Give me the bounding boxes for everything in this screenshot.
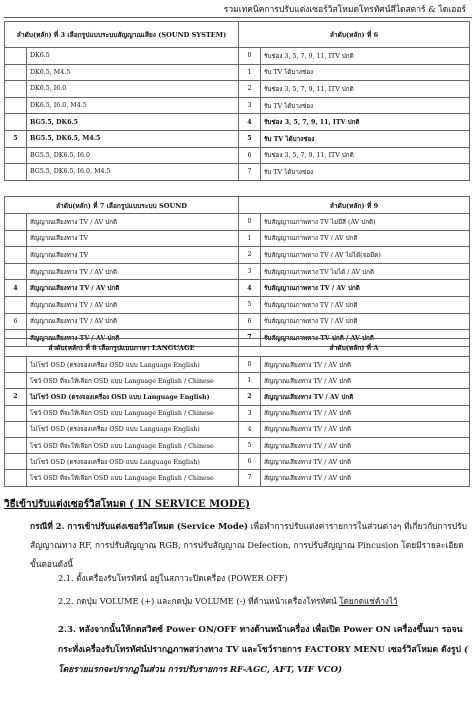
table-row — [5, 421, 470, 437]
row-key-left — [5, 214, 27, 231]
row-key-left — [5, 64, 27, 81]
row-key-left — [5, 247, 27, 264]
row-value-left: DK6.5, I6.0, M4.5 — [27, 97, 239, 114]
row-key-right: 6 — [239, 313, 261, 330]
row-value-left: โชว์ OSD ที่จะให้เลือก OSD แบบ Language English / Chinese — [27, 405, 239, 421]
row-key-right: 5 — [239, 296, 261, 313]
row-key-left: 5 — [5, 130, 27, 147]
row-value-left: BG5.5, DK6.5, M4.5 — [27, 130, 239, 147]
row-key-left: 4 — [5, 280, 27, 297]
table-row — [5, 247, 470, 264]
table-row — [5, 64, 470, 81]
row-value-right: รับช่อง 3, 5, 7, 9, 11, ITV ปกติ — [261, 147, 470, 164]
row-key-left — [5, 405, 27, 421]
row-value-left: สัญญาณเสียงทาง TV / AV ปกติ — [27, 313, 239, 330]
row-value-right: สัญญาณเสียงทาง TV / AV ปกติ — [261, 454, 470, 470]
table-row — [5, 280, 470, 297]
table-row — [5, 296, 470, 313]
row-value-left: สัญญาณเสียงทาง TV — [27, 247, 239, 264]
row-key-right: 5 — [239, 437, 261, 453]
row-key-left — [5, 147, 27, 164]
sound-system-table — [4, 21, 470, 181]
sound-format-table — [4, 196, 470, 347]
row-value-right: สัญญาณเสียงทาง TV / AV ปกติ — [261, 357, 470, 373]
row-key-left: 2 — [5, 389, 27, 405]
row-key-right: 4 — [239, 114, 261, 131]
row-key-left — [5, 81, 27, 98]
row-key-right: 6 — [239, 147, 261, 164]
row-value-left: โชว์ OSD ที่จะให้เลือก OSD แบบ Language English / Chinese — [27, 437, 239, 453]
row-key-left — [5, 421, 27, 437]
table-row — [5, 214, 470, 231]
row-value-left: ไม่โชว์ OSD (ตรงจองเครื่อง OSD แบบ Language English) — [27, 389, 239, 405]
page-header: รวมเทคนิคการปรับแต่งเซอร์วิสโหมดโทรทัศน์สีไดสตาร์ & ไดเออร์ — [223, 5, 466, 15]
row-value-right: รับช่อง 3, 5, 7, 9, 11, ITV ปกติ — [261, 48, 470, 65]
row-value-left: สัญญาณเสียงทาง TV / AV ปกติ — [27, 330, 239, 347]
row-value-right: รับ TV ได้บางช่อง — [261, 130, 470, 147]
table-header-left: ลำดับ(หลัก) ที่ 3 เลือกรูปแบบระบบสัญญาณเสียง (SOUND SYSTEM) — [5, 22, 239, 48]
table-row — [5, 81, 470, 98]
table-header-right: ลำดับ(หลัก) ที่ 9 — [239, 197, 470, 214]
row-key-left — [5, 296, 27, 313]
row-value-right: สัญญาณเสียงทาง TV / AV ปกติ — [261, 470, 470, 486]
row-value-left: ไม่โชว์ OSD (ตรงจองเครื่อง OSD แบบ Language English) — [27, 454, 239, 470]
row-value-left: สัญญาณเสียงทาง TV / AV ปกติ — [27, 263, 239, 280]
row-value-left: DK6.5, M4.5 — [27, 64, 239, 81]
row-key-right: 3 — [239, 97, 261, 114]
row-key-right: 3 — [239, 405, 261, 421]
row-key-left — [5, 114, 27, 131]
table-row — [5, 357, 470, 373]
row-value-right: รับสัญญาณภาพทาง TV / AV ปกติ — [261, 230, 470, 247]
table-row — [5, 263, 470, 280]
intro-paragraph: กรณีที่ 2. การเข้าปรับแต่งเซอร์วิสโหมด (Service Mode) เพื่อทำการปรับแต่งค่ารายการในส่วนต่างๆ ที่เกี่ยวกับการปรับสัญญาณทาง RF, การปรับสัญญาณ RGB, การปรับสัญญาณ Defection, การปรับสัญญาณ Pincusion โดยมีรายละเอียดขั้นตอนดังนี้ — [30, 521, 467, 569]
row-key-right: 7 — [239, 470, 261, 486]
row-key-left — [5, 373, 27, 389]
row-key-right: 2 — [239, 247, 261, 264]
row-value-right: รับ TV ได้บางช่อง — [261, 97, 470, 114]
row-key-right: 1 — [239, 64, 261, 81]
row-value-right: รับสัญญาณภาพทาง TV / AV ปกติ — [261, 313, 470, 330]
row-value-left: ไม่โชว์ OSD (ตรงจองเครื่อง OSD แบบ Language English) — [27, 357, 239, 373]
row-key-left — [5, 230, 27, 247]
row-key-right: 5 — [239, 130, 261, 147]
table-row — [5, 147, 470, 164]
row-value-right: รับ TV ได้บางช่อง — [261, 64, 470, 81]
row-value-right: รับสัญญาณภาพทาง TV / AV ปกติ — [261, 296, 470, 313]
row-value-left: โชว์ OSD ที่จะให้เลือก OSD แบบ Language English / Chinese — [27, 470, 239, 486]
row-key-right: 3 — [239, 263, 261, 280]
row-value-left: BG5.5, DK6.5, I6.0 — [27, 147, 239, 164]
row-key-right: 1 — [239, 230, 261, 247]
table-row — [5, 230, 470, 247]
row-value-left: DK6.5 — [27, 48, 239, 65]
table-row — [5, 48, 470, 65]
table-row — [5, 405, 470, 421]
step-3: 2.3. หลังจากนั้นให้กดสวิตซ์ Power ON/OFF ทางด้านหน้าเครื่อง เพื่อเปิด Power ON เครื่องขึ้นมา รอจนกระทั่งเครื่องรับโทรทัศน์ปรากฏภาพสว่างทาง TV และโชว์รายการ FACTORY MENU เซอร์วิสโหมด ดังรูป ( โดยรายแรกจะปรากฏในส่วน การปรับรายการ RF-AGC, AFT, VIF VCO) — [58, 625, 469, 675]
row-key-right: 4 — [239, 421, 261, 437]
row-key-left — [5, 470, 27, 486]
row-value-left: ไม่โชว์ OSD (ตรงจองเครื่อง OSD แบบ Language English) — [27, 421, 239, 437]
table-header-right: ลำดับ(หลัก) ที่ A — [239, 339, 470, 357]
row-value-right: รับสัญญาณภาพทาง TV / AV ไม่ได้(จอมืด) — [261, 247, 470, 264]
table-row — [5, 313, 470, 330]
table-row — [5, 97, 470, 114]
row-key-right: 7 — [239, 164, 261, 181]
row-key-right: 2 — [239, 389, 261, 405]
row-key-right: 0 — [239, 214, 261, 231]
row-value-right: รับ TV ได้บางช่อง — [261, 164, 470, 181]
row-key-left — [5, 357, 27, 373]
table-row — [5, 470, 470, 486]
row-value-right: รับช่อง 3, 5, 7, 9, 11, ITV ปกติ — [261, 81, 470, 98]
row-value-right: รับสัญญาณภาพทาง TV ไม่มีสี (AV ปกติ) — [261, 214, 470, 231]
row-key-left — [5, 437, 27, 453]
row-value-left: BG5.5, DK6.5 — [27, 114, 239, 131]
row-key-right: 0 — [239, 48, 261, 65]
row-value-left: สัญญาณเสียงทาง TV / AV ปกติ — [27, 296, 239, 313]
table-row — [5, 454, 470, 470]
row-value-left: โชว์ OSD ที่จะให้เลือก OSD แบบ Language English / Chinese — [27, 373, 239, 389]
row-key-left — [5, 263, 27, 280]
row-key-left — [5, 454, 27, 470]
step-1: 2.1. ตั้งเครื่องรับโทรทัศน์ อยู่ในสภาวะปิดเครื่อง (POWER OFF) — [58, 573, 288, 583]
row-value-right: รับช่อง 3, 5, 7, 9, 11, ITV ปกติ — [261, 114, 470, 131]
row-value-right: สัญญาณเสียงทาง TV / AV ปกติ — [261, 389, 470, 405]
row-value-right: สัญญาณเสียงทาง TV / AV ปกติ — [261, 421, 470, 437]
table-header-left: ลำดับ(หลัก) ที่ 8 เลือกรูปแบบภาษา LANGUAGE — [5, 339, 239, 357]
row-value-right: รับสัญญาณภาพทาง TV / AV ปกติ — [261, 280, 470, 297]
step-2: 2.2. กดปุ่ม VOLUME (+) และกดปุ่ม VOLUME (-) ที่ด้านหน้าเครื่องโทรทัศน์ โดยกดแช่ค้างไว้ — [58, 596, 398, 606]
row-key-right: 2 — [239, 81, 261, 98]
row-key-right: 0 — [239, 357, 261, 373]
table-row — [5, 437, 470, 453]
row-value-right: รับสัญญาณภาพทาง TV ปกติ / AV ปกติ — [261, 330, 470, 347]
language-table — [4, 338, 470, 487]
header-rule — [4, 17, 472, 18]
row-value-right: สัญญาณเสียงทาง TV / AV ปกติ — [261, 437, 470, 453]
table-row — [5, 114, 470, 131]
row-value-right: สัญญาณเสียงทาง TV / AV ปกติ — [261, 373, 470, 389]
row-key-right: 1 — [239, 373, 261, 389]
row-value-right: สัญญาณเสียงทาง TV / AV ปกติ — [261, 405, 470, 421]
table-row — [5, 389, 470, 405]
row-value-left: สัญญาณเสียงทาง TV / AV ปกติ — [27, 280, 239, 297]
row-key-left: 6 — [5, 313, 27, 330]
row-value-right: รับสัญญาณภาพทาง TV ไม่ได้ / AV ปกติ — [261, 263, 470, 280]
table-header-left: ลำดับ(หลัก) ที่ 7 เลือกรูปแบบระบบ SOUND — [5, 197, 239, 214]
table-header-right: ลำดับ(หลัก) ที่ 6 — [239, 22, 470, 48]
row-value-left: DK6.5, I6.0 — [27, 81, 239, 98]
row-value-left: BG5.5, DK6.5, I6.0, M4.5 — [27, 164, 239, 181]
table-row — [5, 373, 470, 389]
table-row — [5, 130, 470, 147]
row-key-left — [5, 48, 27, 65]
row-key-right: 7 — [239, 330, 261, 347]
row-value-left: สัญญาณเสียงทาง TV — [27, 230, 239, 247]
section-title: วิธีเข้าปรับแต่งเซอร์วิสโหมด ( IN SERVICE MODE) — [4, 499, 250, 510]
row-key-right: 6 — [239, 454, 261, 470]
row-key-right: 4 — [239, 280, 261, 297]
row-key-left — [5, 164, 27, 181]
row-key-left — [5, 97, 27, 114]
row-value-left: สัญญาณเสียงทาง TV / AV ปกติ — [27, 214, 239, 231]
table-row — [5, 164, 470, 181]
